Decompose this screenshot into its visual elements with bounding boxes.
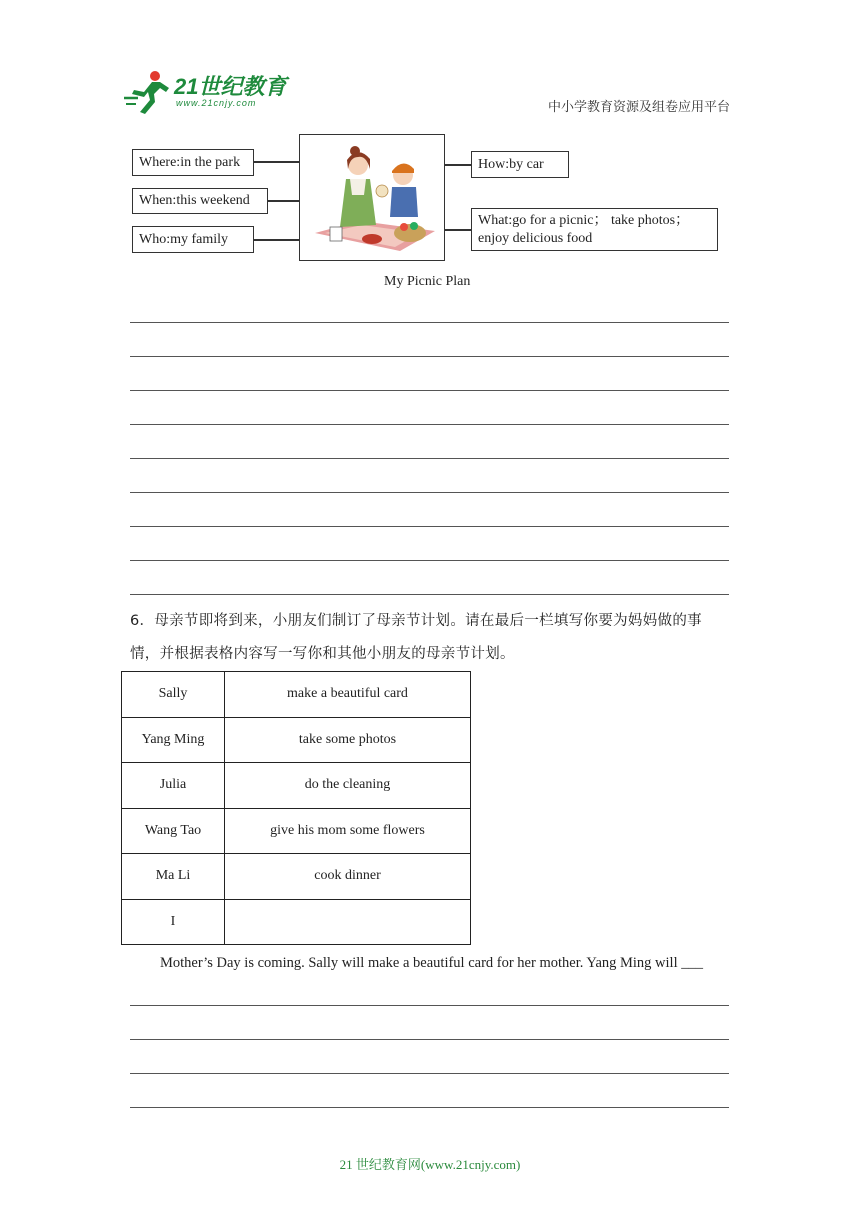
name-cell: Sally (122, 672, 225, 718)
logo-text: 21世纪教育 (174, 74, 287, 99)
writing-line[interactable] (130, 1107, 729, 1108)
writing-line[interactable] (130, 1005, 729, 1006)
table-row (122, 808, 471, 854)
paragraph-start: Mother’s Day is coming. Sally will make a beautiful card for her mother. Yang Ming will ___ (160, 955, 703, 971)
activity-cell: cook dinner (225, 854, 471, 900)
activity-cell: take some photos (225, 717, 471, 763)
writing-line[interactable] (130, 526, 729, 527)
table-row (122, 672, 471, 718)
name-cell: Julia (122, 763, 225, 809)
connector-line (254, 239, 299, 241)
picnic-family-illustration-icon (300, 135, 443, 259)
activity-cell: do the cleaning (225, 763, 471, 809)
table-row (122, 763, 471, 809)
picnic-image (299, 134, 445, 261)
what-line-1: What:go for a picnic； take photos； (478, 212, 690, 228)
writing-line[interactable] (130, 492, 729, 493)
writing-line[interactable] (130, 560, 729, 561)
activity-answer-cell[interactable] (225, 899, 471, 945)
how-box: How:by car (471, 151, 569, 178)
connector-line (254, 161, 299, 163)
connector-line (445, 164, 471, 166)
footer-text: 21 世纪教育网(www.21cnjy.com) (339, 1157, 521, 1172)
name-cell: I (122, 899, 225, 945)
name-cell: Ma Li (122, 854, 225, 900)
table-row (122, 854, 471, 900)
table-row (122, 717, 471, 763)
writing-line[interactable] (130, 1073, 729, 1074)
writing-line[interactable] (130, 1039, 729, 1040)
brand-logo (122, 68, 292, 116)
question-6-text: 6．母亲节即将到来，小朋友们制订了母亲节计划。请在最后一栏填写你要为妈妈做的事情，并根据表格内容写一写你和其他小朋友的母亲节计划。 (130, 613, 702, 662)
name-cell: Wang Tao (122, 808, 225, 854)
platform-title: 中小学教育资源及组卷应用平台 (547, 100, 730, 115)
where-box: Where:in the park (132, 149, 254, 176)
writing-line[interactable] (130, 458, 729, 459)
what-line-2: enjoy delicious food (478, 230, 593, 246)
mothers-day-plan-table (121, 671, 471, 945)
writing-line[interactable] (130, 594, 729, 595)
logo-url: www.21cnjy.com (176, 98, 257, 108)
table-row (122, 899, 471, 945)
writing-line[interactable] (130, 424, 729, 425)
activity-cell: make a beautiful card (225, 672, 471, 718)
name-cell: Yang Ming (122, 717, 225, 763)
writing-line[interactable] (130, 322, 729, 323)
writing-line[interactable] (130, 356, 729, 357)
what-box (471, 208, 718, 251)
who-box: Who:my family (132, 226, 254, 253)
when-box: When:this weekend (132, 188, 268, 214)
connector-line (268, 200, 299, 202)
diagram-caption: My Picnic Plan (384, 274, 471, 289)
connector-line (445, 229, 471, 231)
activity-cell: give his mom some flowers (225, 808, 471, 854)
runner-logo-icon (122, 68, 174, 116)
writing-line[interactable] (130, 390, 729, 391)
